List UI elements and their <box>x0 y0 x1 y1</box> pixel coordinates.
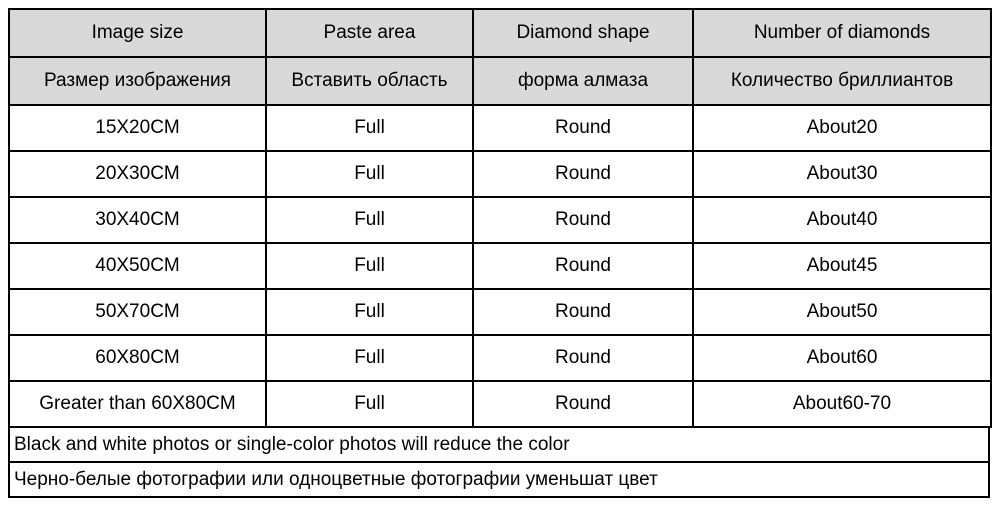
header-row-russian <box>9 57 991 105</box>
cell-number-of-diamonds: About30 <box>693 151 991 197</box>
table-row <box>9 381 991 427</box>
size-spec-sheet <box>8 8 990 498</box>
cell-paste-area: Full <box>266 151 473 197</box>
cell-number-of-diamonds: About50 <box>693 289 991 335</box>
cell-number-of-diamonds: About45 <box>693 243 991 289</box>
header-diamond-shape-ru: форма алмаза <box>473 57 693 105</box>
header-number-of-diamonds: Number of diamonds <box>693 9 991 57</box>
cell-number-of-diamonds: About20 <box>693 105 991 151</box>
header-image-size: Image size <box>9 9 266 57</box>
cell-diamond-shape: Round <box>473 197 693 243</box>
header-row-english <box>9 9 991 57</box>
cell-number-of-diamonds: About60 <box>693 335 991 381</box>
cell-image-size: 60X80CM <box>9 335 266 381</box>
cell-diamond-shape: Round <box>473 381 693 427</box>
header-image-size-ru: Размер изображения <box>9 57 266 105</box>
header-paste-area: Paste area <box>266 9 473 57</box>
cell-paste-area: Full <box>266 289 473 335</box>
header-diamond-shape: Diamond shape <box>473 9 693 57</box>
cell-paste-area: Full <box>266 335 473 381</box>
table-row <box>9 197 991 243</box>
cell-paste-area: Full <box>266 381 473 427</box>
cell-diamond-shape: Round <box>473 151 693 197</box>
cell-image-size: Greater than 60X80CM <box>9 381 266 427</box>
table-row <box>9 289 991 335</box>
table-row <box>9 105 991 151</box>
notes-block <box>8 428 990 498</box>
cell-number-of-diamonds: About60-70 <box>693 381 991 427</box>
cell-image-size: 30X40CM <box>9 197 266 243</box>
cell-paste-area: Full <box>266 105 473 151</box>
table-row <box>9 151 991 197</box>
cell-diamond-shape: Round <box>473 243 693 289</box>
cell-diamond-shape: Round <box>473 289 693 335</box>
table-row <box>9 335 991 381</box>
note-russian: Черно-белые фотографии или одноцветные фотографии уменьшат цвет <box>10 463 988 498</box>
cell-paste-area: Full <box>266 197 473 243</box>
cell-diamond-shape: Round <box>473 335 693 381</box>
cell-image-size: 40X50CM <box>9 243 266 289</box>
table-row <box>9 243 991 289</box>
cell-image-size: 50X70CM <box>9 289 266 335</box>
cell-image-size: 15X20CM <box>9 105 266 151</box>
header-number-of-diamonds-ru: Количество бриллиантов <box>693 57 991 105</box>
cell-number-of-diamonds: About40 <box>693 197 991 243</box>
cell-diamond-shape: Round <box>473 105 693 151</box>
size-spec-table <box>8 8 992 428</box>
header-paste-area-ru: Вставить область <box>266 57 473 105</box>
cell-image-size: 20X30CM <box>9 151 266 197</box>
note-english: Black and white photos or single-color photos will reduce the color <box>10 428 988 463</box>
cell-paste-area: Full <box>266 243 473 289</box>
